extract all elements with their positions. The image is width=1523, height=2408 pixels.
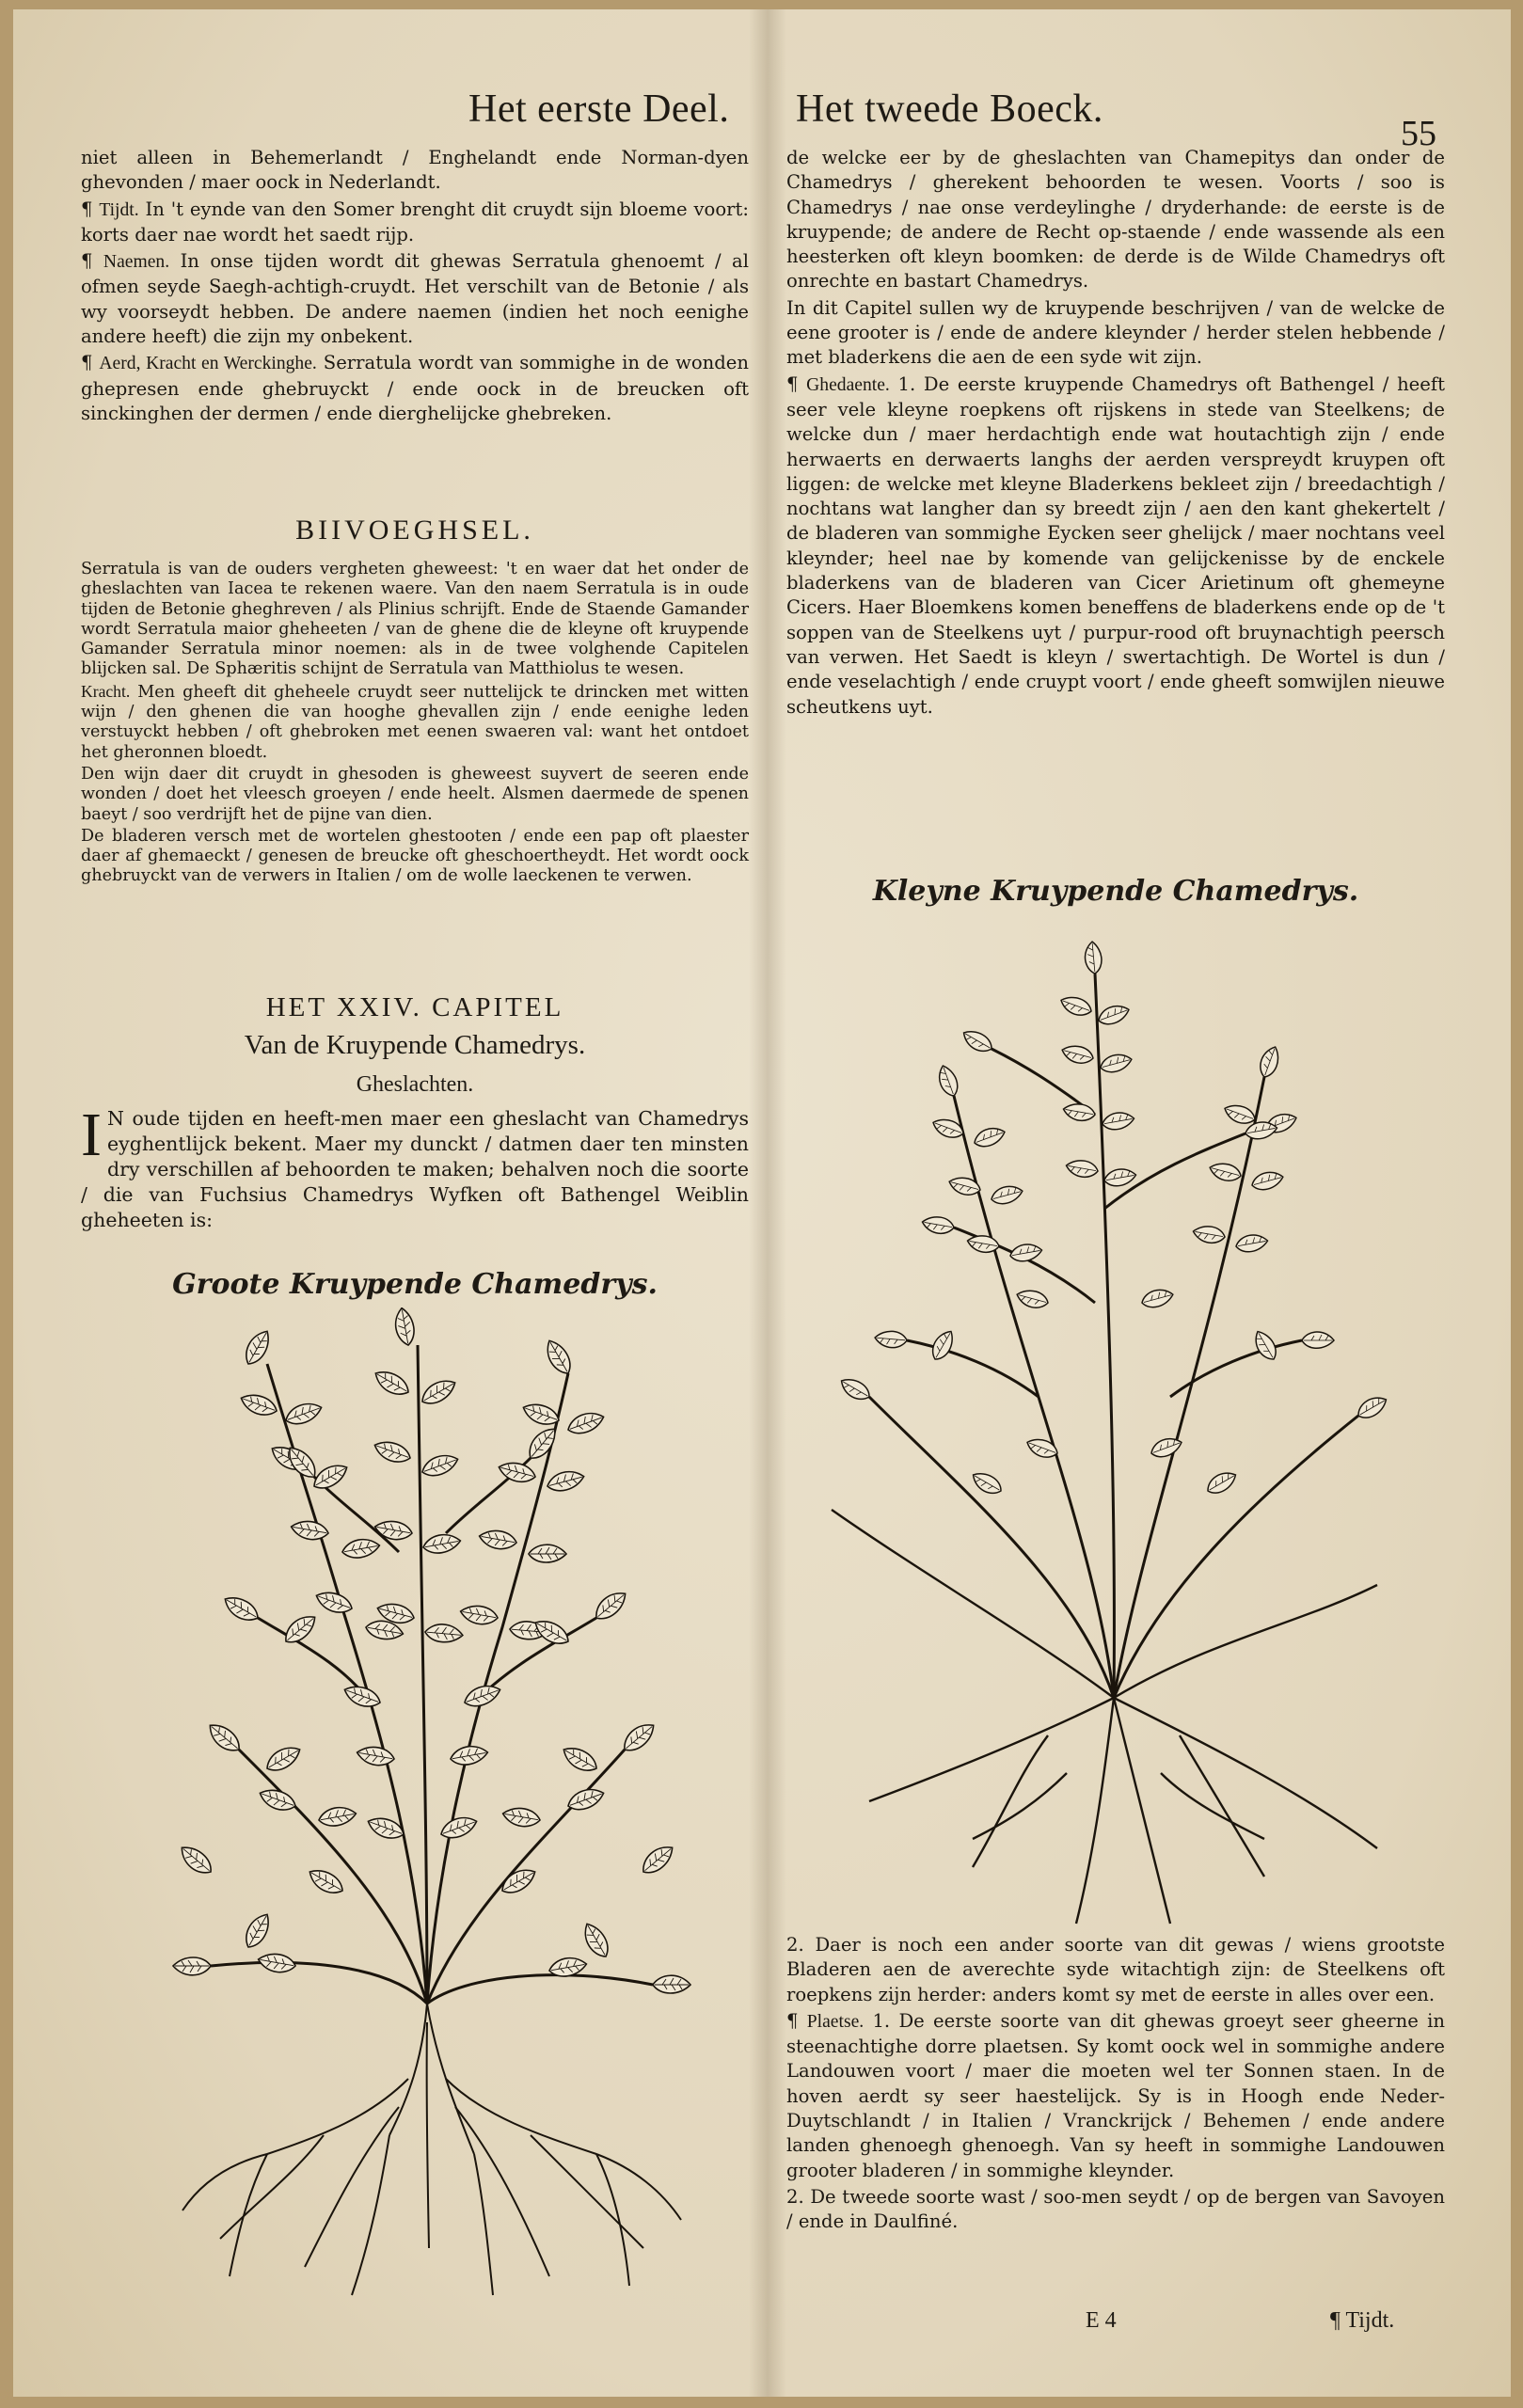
book-page: [13, 9, 1511, 2397]
chapter-subtitle: Van de Kruypende Chamedrys.: [244, 1030, 586, 1060]
right-column-bottom: [786, 1933, 1445, 2237]
paragraph: Serratula is van de ouders vergheten gheweest: 't en waer dat het onder de gheslachten van Iacea te rekenen waere. Van den naem Serratula is in oude tijden de Betonie gheghreven / als Plinius schrijft. Ende de Staende Gamander wordt Serratula maior gheheeten / van de ghene die de kleyne oft kruypende Gamander Serratula minor noemen: als in de twee volghende Capitelen blijcken sal. De Sphæritis schijnt de Serratula van Matthiolus te wesen.: [81, 560, 749, 679]
paragraph: niet alleen in Behemerlandt / Enghelandt ende Norman-dyen ghevonden / maer oock in Nederlandt.: [81, 147, 749, 194]
section-label: Naemen.: [103, 252, 170, 273]
gheslachten-label: Gheslachten.: [356, 1072, 474, 1097]
paragraph: De bladeren versch met de wortelen ghestooten / ende een pap oft plaester daer af ghemaeckt / genesen de breucke oft gheschoertheydt. Het wordt oock ghebruyckt van de verwers in Italien / om de wolle laeckenen te verwen.: [81, 826, 749, 886]
paragraph: ¶ Ghedaente. 1. De eerste kruypende Chamedrys oft Bathengel / heeft seer vele kleyne roepkens oft rijskens in stede van Steelkens; de welcke dun / maer herdachtigh ende wat houtachtigh zijn / ende herwaerts en derwaerts langhs der aerden verspreydt kruypen oft liggen: de welcke met kleyne Bladerkens bekleet zijn / breedachtigh / nochtans wat langher dan sy breedt zijn / aen den kant ghekertelt / de bladeren van sommighe Eycken seer ghelijck / maer nochtans veel kleynder; heel nae by komende van gelijckenisse by de enckele bladerkens van de bladeren van Cicer Arietinum oft ghemeyne Cicers. Haer Bloemkens komen beneffens de bladerkens ende op de 't soppen van de Steelkens uyt / purpur-rood oft bruynachtigh peersch van verwen. Het Saedt is kleyn / swertachtigh. De Wortel is dun / ende veselachtigh / ende cruypt voort / ende gheeft somwijlen nieuwe scheutkens uyt.: [786, 372, 1446, 718]
section-label: Ghedaente.: [806, 374, 890, 395]
signature-mark: E 4: [1086, 2308, 1117, 2333]
paragraph-text: In onse tijden wordt dit ghewas Serratula ghenoemt / al ofmen seyde Saegh-achtigh-cruydt. Het verschilt van de Betonie / als wy voorseydt hebben. De andere naemen (indien het noch eenighe andere heeft) die zijn my onbekent.: [81, 250, 749, 348]
section-label: Plaetse.: [806, 2011, 865, 2032]
page-number: 55: [1401, 114, 1436, 153]
left-column-top: [81, 146, 749, 428]
left-running-head: Het eerste Deel.: [468, 87, 730, 131]
left-column-chapter-text: [81, 1101, 749, 1235]
paragraph: In dit Capitel sullen wy de kruypende beschrijven / van de welcke de eene grooter is / ende de andere kleynder / herder stelen hebbende / met bladerkens die aen de een syde wit zijn.: [786, 296, 1445, 369]
paragraph: 2. Daer is noch een ander soorte van dit gewas / wiens grootste Bladeren aen de averechte syde witachtigh zijn: de Steelkens oft roepkens zijn herder: anders komt sy met de eerste in alles over een.: [786, 1934, 1445, 2005]
leaves: [173, 1307, 690, 1993]
paragraph: ¶ Plaetse. 1. De eerste soorte van dit ghewas groeyt seer gheerne in steenachtighe dorre plaetsen. Sy komt oock wel in sommighe andere Landouwen voort / maer die moeten wel ter Sonnen staen. In de hoven aerdt sy seer haestelijck. Sy is in Hoogh ende Neder-Duytschlandt / in Italien / Vranckrijck / Behemen / ende andere landen ghenoegh ghenoegh. Van sy heeft in sommighe Landouwen grooter bladeren / in sommighe kleynder.: [786, 2009, 1445, 2181]
section-label: Aerd, Kracht en Werckinghe.: [99, 354, 317, 374]
woodcut-large-creeping-chamedrys: [154, 1307, 700, 2305]
paragraph: ¶ Aerd, Kracht en Werckinghe. Serratula wordt van sommighe in de wonden ghepresen ende ghebruyckt / ende oock in de breucken oft sinckinghen der dermen / ende dierghelijcke ghebreken.: [81, 352, 750, 424]
paragraph: ¶ Naemen. In onse tijden wordt dit ghewas Serratula ghenoemt / al ofmen seyde Saegh-achtigh-cruydt. Het verschilt van de Betonie / als wy voorseydt hebben. De andere naemen (indien het noch eenighe andere heeft) die zijn my onbekent.: [81, 250, 749, 348]
catchword: ¶ Tijdt.: [1330, 2308, 1395, 2333]
woodcut-small-creeping-chamedrys: [813, 927, 1396, 1933]
chapter-heading: HET XXIV. CAPITEL: [265, 992, 564, 1022]
stems: [211, 1345, 653, 2004]
roots: [182, 2004, 681, 2295]
bijvoeghsel-heading: BIIVOEGHSEL.: [295, 515, 534, 546]
paragraph-text: 1. De eerste kruypende Chamedrys oft Bathengel / heeft seer vele kleyne roepkens oft rijskens in stede van Steelkens; de welcke dun / maer herdachtigh ende wat houtachtigh zijn / ende herwaerts en derwaerts langhs der aerden verspreydt kruypen oft liggen: de welcke met kleyne Bladerkens bekleet zijn / breedachtigh / nochtans wat langher dan sy breedt zijn / aen den kant ghekertelt / de bladeren van sommighe Eycken seer ghelijck / maer nochtans veel kleynder; heel nae by komende van gelijckenisse by de enckele bladerkens van de bladeren van Cicer Arietinum oft ghemeyne Cicers. Haer Bloemkens komen beneffens de bladerkens ende op de 't soppen van de Steelkens uyt / purpur-rood oft bruynachtigh peersch van verwen. Het Saedt is kleyn / swertachtigh. De Wortel is dun / ende veselachtigh / ende cruypt voort / ende gheeft somwijlen nieuwe scheutkens uyt.: [786, 372, 1446, 718]
left-column-bijvoeghsel: [81, 560, 749, 889]
paragraph: ¶ Tijdt. In 't eynde van den Somer brenght dit cruydt sijn bloeme voort: korts daer nae wordt het saedt rijp.: [81, 198, 749, 246]
drop-cap: I: [81, 1101, 102, 1169]
paragraph-text: Serratula wordt van sommighe in de wonden ghepresen ende ghebruyckt / ende oock in de breucken oft sinckinghen der dermen / ende dierghelijcke ghebreken.: [81, 352, 750, 424]
section-label: Tijdt.: [99, 199, 139, 220]
right-running-head: Het tweede Boeck.: [796, 87, 1103, 131]
paragraph: de welcke eer by de gheslachten van Chamepitys dan onder de Chamedrys / gherekent behoorden te wesen. Voorts / soo is Chamedrys / nae onse verdeylinghe / dryderhande: de eerste is de kruypende; de andere de Recht op-staende / ende wassende als een heesterken oft kleyn boomken: de derde is de Wilde Chamedrys oft onrechte en bastart Chamedrys.: [786, 147, 1445, 293]
paragraph: 2. De tweede soorte wast / soo-men seydt / op de bergen van Savoyen / ende in Daulfiné.: [786, 2185, 1445, 2233]
paragraph: [81, 682, 749, 763]
paragraph-text: In 't eynde van den Somer brenght dit cruydt sijn bloeme voort: korts daer nae wordt het saedt rijp.: [81, 198, 749, 246]
paragraph-text: 1. De eerste soorte van dit ghewas groeyt seer gheerne in steenachtighe dorre plaetsen. Sy komt oock wel in sommighe andere Landouwen voort / maer die moeten wel ter Sonnen staen. In de hoven aerdt sy seer haestelijck. Sy is in Hoogh ende Neder-Duytschlandt / in Italien / Vranckrijck / Behemen / ende andere landen ghenoegh ghenoegh. Van sy heeft in sommighe Landouwen grooter bladeren / in sommighe kleynder.: [786, 2009, 1445, 2181]
gutter-shadow: [749, 9, 786, 2397]
section-label: Kracht.: [81, 681, 131, 701]
figure-caption-large-plant: Groote Kruypende Chamedrys.: [172, 1268, 658, 1301]
paragraph-text: N oude tijden en heeft-men maer een gheslacht van Chamedrys eyghentlijck bekent. Maer my dunckt / datmen daer ten minsten dry verschillen af behoorden te maken; behalven noch die soorte / die van Fuchsius Chamedrys Wyfken oft Bathengel Weiblin gheheeten is:: [81, 1107, 749, 1231]
paragraph: [81, 1101, 749, 1233]
paragraph-text: Men gheeft dit gheheele cruydt seer nuttelijck te drincken met witten wijn / den ghenen die van hooghe ghevallen zijn / ende eenighe leden verstuyckt hebben / oft ghebroken met eenen swaeren val: want het ontdoet het gheronnen bloedt.: [81, 682, 750, 762]
figure-caption-small-plant: Kleyne Kruypende Chamedrys.: [872, 875, 1359, 908]
leaves: [837, 941, 1390, 1497]
paragraph: Den wijn daer dit cruydt in ghesoden is gheweest suyvert de seeren ende wonden / doet het vleesch groeyen / ende heelt. Alsmen daermede de spenen baeyt / soo verdrijft het de pijne van dien.: [81, 764, 749, 824]
runners-and-roots: [832, 1510, 1377, 1924]
right-column-top: [786, 146, 1445, 721]
